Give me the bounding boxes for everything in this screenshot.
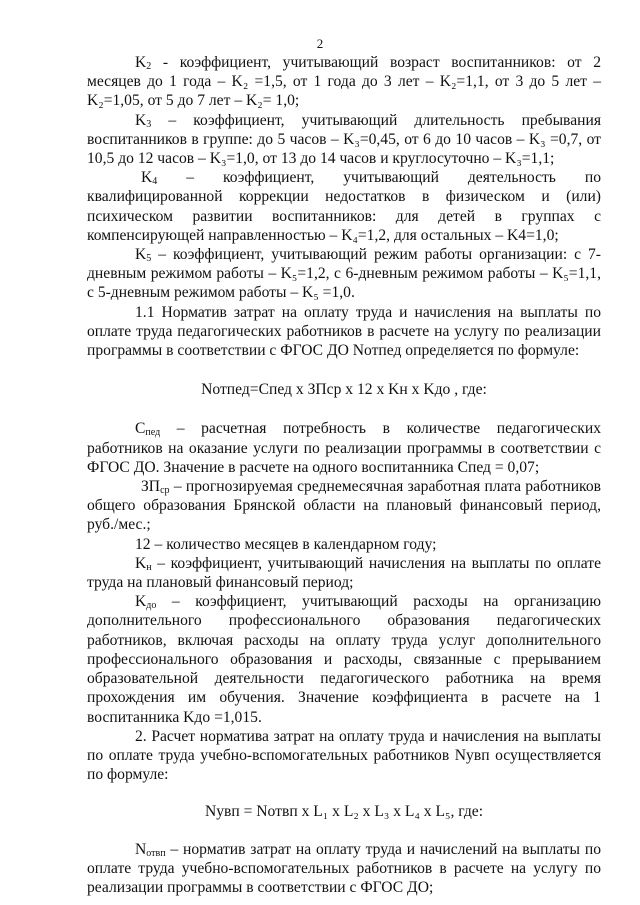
paragraph-k4: $K_4$ – коэффициент, учитывающий деятельность по квалифицированной коррекции недостатков в физическом и (или) психическом развитии воспитанников: для детей в группах с компенсирующей направленностью – K₄=1,2, для остальных – K4=1,0; <box>87 169 601 244</box>
page-number: 2 <box>316 36 324 51</box>
paragraph-kn: $K_н$ – коэффициент, учитывающий начисления на выплаты по оплате труда на плановый финансовый период; <box>87 554 601 592</box>
term-k4: K <box>141 169 153 187</box>
definition-zp: – прогнозируемая среднемесячная заработная плата работников общего образования Брянской области на плановый финансовый период, руб./мес.; <box>87 478 601 534</box>
term-zp: ЗП <box>141 478 161 496</box>
definition-k2: - коэффициент, учитывающий возраст воспитанников: от 2 месяцев до 1 года – K₂ =1,5, от 1 года до 3 лет – K₂=1,1, от 3 до 5 лет – K₂=1,05, от 5 до 7 лет – K₂= 1,0; <box>87 54 601 110</box>
formula-n-uvp: Nувп = Nотвп х L₁ х L₂ х L₃ х L₄ х L₅, где: <box>204 803 484 821</box>
document-body <box>87 53 601 897</box>
term-k3: K <box>135 111 147 129</box>
definition-k3: – коэффициент, учитывающий длительность пребывания воспитанников в группе: до 5 часов – K₃=0,45, от 6 до 10 часов – K₃ =0,7, от 10,5 до 12 часов – K₃=1,0, от 13 до 14 часов и круглосуточно – K₃=1,1; <box>87 111 601 168</box>
paragraph-kdo: $K_{до}$ – коэффициент, учитывающий расходы на организацию дополнительного профессионального образования педагогических работников, включая расходы на оплату труда услуг дополнительного профессионального образования и расходы, связанные с прерыванием образовательной деятельности педагогического работника на время прохождения им обучения. Значение коэффициента в расчете на 1 воспитанника Kдо =1,015. <box>87 593 601 726</box>
definition-kn: – коэффициент, учитывающий начисления на выплаты по оплате труда на плановый финансовый период; <box>87 554 601 592</box>
paragraph-2 <box>87 727 601 785</box>
term-notvp: N <box>135 840 147 858</box>
term-k2: K <box>135 54 147 71</box>
paragraph-k3: $K_3$ – коэффициент, учитывающий длительность пребывания воспитанников в группе: до 5 часов – K₃=0,45, от 6 до 10 часов – K₃ =0,7, от 10,5 до 12 часов – K₃=1,0, от 13 до 14 часов и круглосуточно – K₃=1,1; <box>87 111 601 168</box>
paragraph-sped: $С_{пед}$ – расчетная потребность в количестве педагогических работников на оказание услуги по реализации программы в соответствии с ФГОС ДО. Значение в расчете на одного воспитанника Спед = 0,07; <box>87 420 601 476</box>
definition-kdo: – коэффициент, учитывающий расходы на организацию дополнительного профессионального образования педагогических работников, включая расходы на оплату труда услуг дополнительного профессионального образования и расходы, связанные с прерыванием образовательной деятельности педагогического работника на время прохождения им обучения. Значение коэффициента в расчете на 1 воспитанника Kдо =1,015. <box>87 593 601 726</box>
term-kn: K <box>135 554 147 572</box>
term-sped: С <box>135 420 146 438</box>
paragraph-notvp: $N_{отвп}$ – норматив затрат на оплату труда и начислений на выплаты по оплате труда учебно-вспомогательных работников в расчете на услугу по реализации программы в соответствии с ФГОС ДО; <box>87 840 601 896</box>
term-k5: K <box>135 246 147 264</box>
definition-sped: – расчетная потребность в количестве педагогических работников на оказание услуги по реализации программы в соответствии с ФГОС ДО. Значение в расчете на одного воспитанника Спед = 0,07; <box>87 420 601 476</box>
definition-notvp: – норматив затрат на оплату труда и начислений на выплаты по оплате труда учебно-вспомогательных работников в расчете на услугу по реализации программы в соответствии с ФГОС ДО; <box>87 840 601 896</box>
paragraph-k2: $K_2$ - коэффициент, учитывающий возраст воспитанников: от 2 месяцев до 1 года – K₂ =1,5, от 1 года до 3 лет – K₂=1,1, от 3 до 5 лет – K₂=1,05, от 5 до 7 лет – K₂= 1,0; <box>87 54 601 110</box>
term-kdo: K <box>135 593 147 611</box>
section-2-text: 2. Расчет норматива затрат на оплату труда и начисления на выплаты по оплате труда учебно-вспомогательных работников Nувп осуществляется по формуле: <box>87 727 601 784</box>
definition-twelve: 12 – количество месяцев в календарном году; <box>135 535 437 553</box>
section-1-1-text: 1.1 Норматив затрат на оплату труда и начисления на выплаты по оплате труда педагогических работников в расчете на услугу по реализации программы в соответствии с ФГОС ДО Nотпед определяется по формуле: <box>87 303 601 360</box>
paragraph-1-1 <box>87 303 601 361</box>
paragraph-zp: $ЗП_{ср}$ – прогнозируемая среднемесячная заработная плата работников общего образования Брянской области на плановый финансовый период, руб./мес.; <box>87 478 601 534</box>
paragraph-k5: $K_5$ – коэффициент, учитывающий режим работы организации: с 7-дневным режимом работы – K₅=1,2, с 6-дневным режимом работы – K₅=1,1, с 5-дневным режимом работы – K₅ =1,0. <box>87 246 601 302</box>
definition-k4: – коэффициент, учитывающий деятельность по квалифицированной коррекции недостатков в физическом и (или) психическом развитии воспитанников: для детей в группах с компенсирующей направленностью – K₄=1,2, для остальных – K4=1,0; <box>87 169 601 244</box>
formula-n-otped: Nотпед=Спед х ЗПср х 12 х Kн х Kдо , где: <box>201 381 487 399</box>
definition-k5: – коэффициент, учитывающий режим работы организации: с 7-дневным режимом работы – K₅=1,2, с 6-дневным режимом работы – K₅=1,1, с 5-дневным режимом работы – K₅ =1,0. <box>87 246 601 302</box>
paragraph-twelve <box>87 535 601 554</box>
